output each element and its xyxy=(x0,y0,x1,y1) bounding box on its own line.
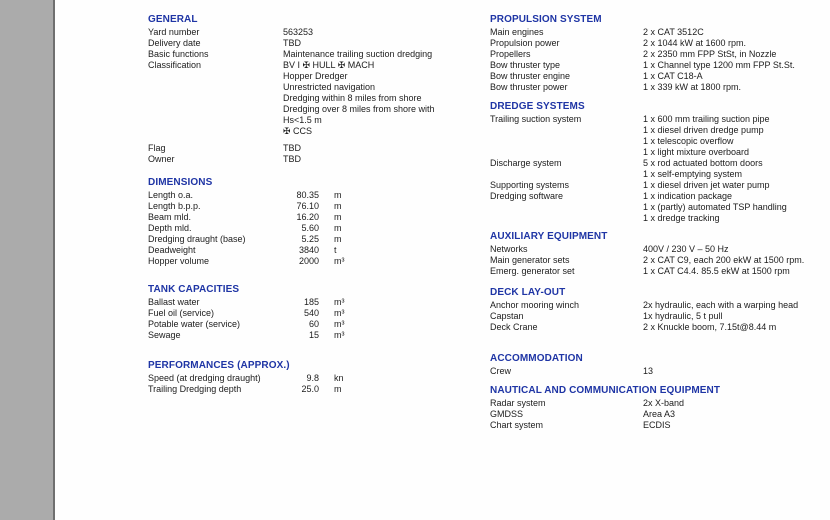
spec-value-line: ✠ CCS xyxy=(283,126,313,136)
section-title-tank-capacities: TANK CAPACITIES xyxy=(148,284,240,295)
spec-value-line: Hopper Dredger xyxy=(283,71,348,81)
spec-row xyxy=(490,191,830,224)
spec-value: 2 x CAT C9, each 200 ekW at 1500 rpm. xyxy=(643,255,805,265)
spec-label: Main engines xyxy=(490,27,544,37)
spec-value: 2 x 2350 mm FPP StSt, in Nozzle xyxy=(643,49,777,59)
spec-label: Delivery date xyxy=(148,38,201,48)
spec-row xyxy=(148,234,498,245)
spec-label: Speed (at dredging draught) xyxy=(148,373,261,383)
spec-unit: m xyxy=(334,223,342,233)
spec-row xyxy=(490,398,830,409)
spec-label: Chart system xyxy=(490,420,544,430)
spec-value xyxy=(283,297,498,308)
spec-row xyxy=(490,60,830,71)
spec-value: 2 x CAT 3512C xyxy=(643,27,704,37)
spec-value: ECDIS xyxy=(643,420,671,430)
spec-value-line: 5 x rod actuated bottom doors xyxy=(643,158,763,168)
spec-row xyxy=(148,38,498,49)
spec-label: Owner xyxy=(148,154,175,164)
spec-value: 1 x Channel type 1200 mm FPP St.St. xyxy=(643,60,795,70)
spec-row xyxy=(490,311,830,322)
spec-unit: kn xyxy=(334,373,344,383)
spec-row xyxy=(148,384,498,395)
spec-label: Length o.a. xyxy=(148,190,194,200)
spec-value-line: 1 x 600 mm trailing suction pipe xyxy=(643,114,770,124)
spec-label: Dredging draught (base) xyxy=(148,234,246,244)
spec-value-line: 1 x diesel driven dredge pump xyxy=(643,125,764,135)
spec-number: 3840 xyxy=(298,245,319,255)
spec-value: 1 x diesel driven jet water pump xyxy=(643,180,770,190)
spec-label: Length b.p.p. xyxy=(148,201,201,211)
left-column xyxy=(148,14,498,395)
spec-value-line: Dredging over 8 miles from shore with xyxy=(283,104,435,114)
spec-label: Propellers xyxy=(490,49,531,59)
spec-value-multiline xyxy=(283,60,498,137)
spec-label: Flag xyxy=(148,143,166,153)
section-nautical xyxy=(490,385,830,431)
section-title-deck-layout: DECK LAY-OUT xyxy=(490,287,566,298)
spec-value: TBD xyxy=(283,38,301,48)
spec-row xyxy=(148,245,498,256)
spec-row xyxy=(148,223,498,234)
spec-label: GMDSS xyxy=(490,409,524,419)
spec-row xyxy=(148,143,498,154)
spec-unit: m³ xyxy=(334,297,345,307)
section-title-nautical: NAUTICAL AND COMMUNICATION EQUIPMENT xyxy=(490,385,721,396)
spec-value-line: 1 x telescopic overflow xyxy=(643,136,734,146)
spec-number: 9.8 xyxy=(306,373,319,383)
spec-row xyxy=(148,27,498,38)
spec-row xyxy=(148,190,498,201)
spec-value-line: 1 x light mixture overboard xyxy=(643,147,750,157)
section-dimensions xyxy=(148,177,498,267)
section-performances xyxy=(148,360,498,395)
spec-label: Capstan xyxy=(490,311,524,321)
spec-number: 15 xyxy=(308,330,319,340)
spec-label: Emerg. generator set xyxy=(490,266,575,276)
spec-row xyxy=(148,49,498,60)
spec-row xyxy=(490,255,830,266)
spec-value: 563253 xyxy=(283,27,314,37)
spec-value xyxy=(283,212,498,223)
spec-value xyxy=(283,190,498,201)
spec-value xyxy=(283,319,498,330)
section-auxiliary xyxy=(490,231,830,277)
spec-value-line: 1 x indication package xyxy=(643,191,733,201)
spec-row xyxy=(148,154,498,165)
right-column xyxy=(490,14,830,431)
section-title-accommodation: ACCOMMODATION xyxy=(490,353,583,364)
spec-label: Bow thruster engine xyxy=(490,71,571,81)
section-title-auxiliary: AUXILIARY EQUIPMENT xyxy=(490,231,608,242)
spec-number: 540 xyxy=(303,308,319,318)
spec-row xyxy=(490,114,830,158)
spec-row xyxy=(490,266,830,277)
spec-value: 2x hydraulic, each with a warping head xyxy=(643,300,799,310)
spec-number: 16.20 xyxy=(296,212,319,222)
spec-label: Networks xyxy=(490,244,528,254)
spec-label: Radar system xyxy=(490,398,546,408)
spec-row xyxy=(490,180,830,191)
section-tank-capacities xyxy=(148,284,498,341)
spec-value: Maintenance trailing suction dredging xyxy=(283,49,433,59)
section-title-propulsion: PROPULSION SYSTEM xyxy=(490,14,602,25)
spec-value: 1 x CAT C18-A xyxy=(643,71,703,81)
spec-label: Depth mld. xyxy=(148,223,192,233)
spec-value xyxy=(283,256,498,267)
section-title-performances: PERFORMANCES (APPROX.) xyxy=(148,360,290,371)
spec-value: 1 x 339 kW at 1800 rpm. xyxy=(643,82,742,92)
spec-value xyxy=(283,234,498,245)
spec-label: Anchor mooring winch xyxy=(490,300,580,310)
spec-row xyxy=(490,300,830,311)
spec-value: 1x hydraulic, 5 t pull xyxy=(643,311,723,321)
spec-number: 185 xyxy=(303,297,319,307)
spec-unit: t xyxy=(334,245,337,255)
spec-value xyxy=(283,308,498,319)
spec-label: Sewage xyxy=(148,330,181,340)
spec-value: 13 xyxy=(643,366,654,376)
spec-number: 5.60 xyxy=(301,223,319,233)
spec-row xyxy=(490,244,830,255)
spec-value-multiline xyxy=(643,158,830,180)
spec-label: Crew xyxy=(490,366,512,376)
spec-label: Classification xyxy=(148,60,202,70)
spec-value: 400V / 230 V – 50 Hz xyxy=(643,244,729,254)
spec-row xyxy=(148,319,498,330)
spec-unit: m³ xyxy=(334,308,345,318)
spec-number: 76.10 xyxy=(296,201,319,211)
spec-value-line: Hs<1.5 m xyxy=(283,115,322,125)
spec-row xyxy=(490,49,830,60)
spec-label: Trailing suction system xyxy=(490,114,582,124)
section-title-dimensions: DIMENSIONS xyxy=(148,177,213,188)
spec-number: 25.0 xyxy=(301,384,319,394)
spec-unit: m xyxy=(334,384,342,394)
spec-row xyxy=(148,201,498,212)
spec-value-line: 1 x dredge tracking xyxy=(643,213,720,223)
spec-row xyxy=(148,60,498,137)
spec-row xyxy=(490,82,830,93)
spec-value xyxy=(283,330,498,341)
spec-row xyxy=(148,256,498,267)
spec-label: Basic functions xyxy=(148,49,209,59)
spec-row xyxy=(490,366,830,377)
spec-row xyxy=(148,297,498,308)
spec-value xyxy=(283,373,498,384)
spec-label: Fuel oil (service) xyxy=(148,308,215,318)
spec-number: 2000 xyxy=(298,256,319,266)
spec-label: Dredging software xyxy=(490,191,564,201)
spec-value xyxy=(283,201,498,212)
document-page xyxy=(57,0,830,520)
spec-value: 2 x 1044 kW at 1600 rpm. xyxy=(643,38,747,48)
spec-unit: m³ xyxy=(334,319,345,329)
section-general xyxy=(148,14,498,137)
spec-label: Trailing Dredging depth xyxy=(148,384,242,394)
spec-row xyxy=(148,330,498,341)
spec-label: Ballast water xyxy=(148,297,200,307)
section-title-general: GENERAL xyxy=(148,14,198,25)
spec-unit: m xyxy=(334,201,342,211)
section-registry xyxy=(148,143,498,165)
spec-value xyxy=(283,384,498,395)
spec-row xyxy=(148,308,498,319)
spec-row xyxy=(148,373,498,384)
spec-value: 1 x CAT C4.4. 85.5 ekW at 1500 rpm xyxy=(643,266,790,276)
spec-value-line: 1 x self-emptying system xyxy=(643,169,743,179)
spec-value-multiline xyxy=(643,191,830,224)
page-margin-strip xyxy=(0,0,55,520)
spec-row xyxy=(490,27,830,38)
spec-label: Bow thruster type xyxy=(490,60,561,70)
section-dredge-systems xyxy=(490,101,830,224)
spec-number: 60 xyxy=(308,319,319,329)
spec-value: TBD xyxy=(283,154,301,164)
spec-row xyxy=(490,420,830,431)
spec-row xyxy=(490,409,830,420)
section-deck-layout xyxy=(490,287,830,333)
spec-number: 5.25 xyxy=(301,234,319,244)
spec-label: Discharge system xyxy=(490,158,562,168)
spec-row xyxy=(490,322,830,333)
spec-value-multiline xyxy=(643,114,830,158)
spec-value xyxy=(283,245,498,256)
spec-value-line: BV I ✠ HULL ✠ MACH xyxy=(283,60,375,70)
section-propulsion xyxy=(490,14,830,93)
spec-label: Potable water (service) xyxy=(148,319,241,329)
spec-value: TBD xyxy=(283,143,301,153)
spec-unit: m³ xyxy=(334,330,345,340)
spec-row xyxy=(148,212,498,223)
spec-value-line: Unrestricted navigation xyxy=(283,82,376,92)
section-accommodation xyxy=(490,353,830,377)
spec-label: Bow thruster power xyxy=(490,82,568,92)
spec-label: Deck Crane xyxy=(490,322,538,332)
spec-label: Propulsion power xyxy=(490,38,560,48)
spec-value-line: Dredging within 8 miles from shore xyxy=(283,93,422,103)
spec-value: 2 x Knuckle boom, 7.15t@8.44 m xyxy=(643,322,777,332)
spec-value-line: 1 x (partly) automated TSP handling xyxy=(643,202,787,212)
spec-label: Supporting systems xyxy=(490,180,570,190)
spec-unit: m xyxy=(334,234,342,244)
spec-unit: m³ xyxy=(334,256,345,266)
spec-number: 80.35 xyxy=(296,190,319,200)
spec-label: Hopper volume xyxy=(148,256,210,266)
spec-row xyxy=(490,158,830,180)
spec-label: Yard number xyxy=(148,27,200,37)
spec-label: Deadweight xyxy=(148,245,196,255)
section-title-dredge-systems: DREDGE SYSTEMS xyxy=(490,101,585,112)
spec-label: Beam mld. xyxy=(148,212,192,222)
spec-row xyxy=(490,71,830,82)
spec-value: 2x X-band xyxy=(643,398,685,408)
spec-unit: m xyxy=(334,212,342,222)
spec-label: Main generator sets xyxy=(490,255,570,265)
spec-row xyxy=(490,38,830,49)
spec-value xyxy=(283,223,498,234)
spec-unit: m xyxy=(334,190,342,200)
spec-value: Area A3 xyxy=(643,409,676,419)
